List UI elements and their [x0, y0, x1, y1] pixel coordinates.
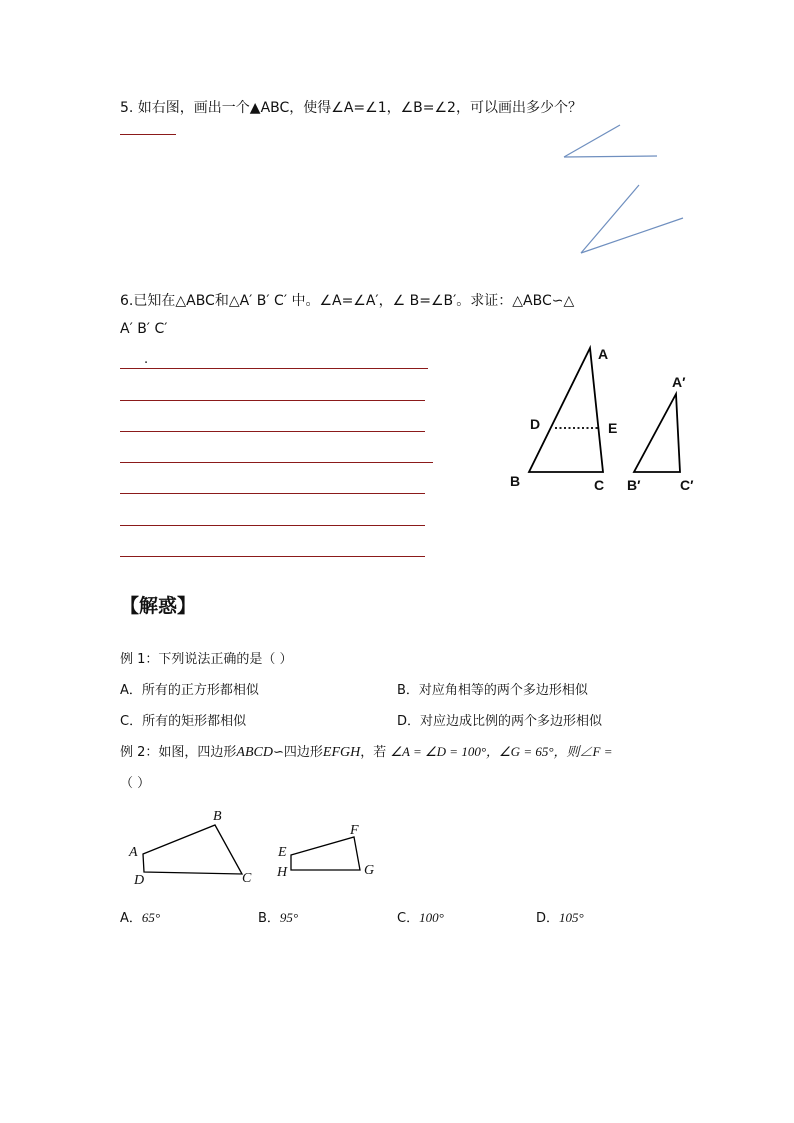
- label-C-prime: C′: [680, 477, 694, 493]
- q5-text: 5. 如右图，画出一个▲ABC，使得∠A=∠1，∠B=∠2，可以画出多少个？: [120, 100, 582, 116]
- ex2-stem-c: ，若: [360, 745, 387, 760]
- label-D: D: [530, 416, 541, 432]
- ex2-stem: [120, 741, 613, 761]
- label-quad-B: B: [213, 809, 222, 824]
- q6-text-line2: A′ B′ C′: [120, 321, 168, 337]
- option-value: 95°: [279, 910, 299, 925]
- option-value: 100°: [419, 910, 444, 925]
- option-letter: B．: [397, 683, 419, 698]
- label-A: A: [598, 346, 609, 362]
- triangle-a2b2c2: [634, 394, 680, 472]
- ex2-paren: （ ）: [120, 776, 151, 791]
- option-value: 105°: [559, 910, 584, 925]
- quad-abcd: ABCD: [236, 745, 273, 760]
- label-quad-E: E: [278, 845, 287, 860]
- ex2-stem-a: 例 2：如图，四边形: [120, 745, 237, 760]
- answer-line-7[interactable]: [120, 556, 425, 557]
- sim-symbol: ∽: [272, 745, 284, 760]
- triangle-abc: [529, 348, 603, 472]
- quad-efgh-shape: [291, 837, 360, 870]
- q5-answer-line[interactable]: [120, 134, 176, 135]
- label-quad-C: C: [242, 871, 252, 886]
- quad-efgh: EFGH: [322, 745, 361, 760]
- label-C: C: [594, 477, 605, 493]
- option-text: 对应边成比例的两个多边形相似: [420, 714, 603, 729]
- ex2-condition: ∠A = ∠D = 100°，∠G = 65°，则∠F =: [390, 744, 613, 759]
- option-letter: C．: [120, 714, 143, 729]
- q6-dot: .: [144, 352, 149, 367]
- option-letter: A．: [120, 683, 142, 698]
- option-letter: D．: [397, 714, 421, 729]
- ex1-stem: 例 1：下列说法正确的是（ ）: [120, 652, 293, 667]
- option-letter: D．: [536, 911, 560, 926]
- option-letter: A．: [120, 911, 142, 926]
- answer-line-4[interactable]: [120, 462, 433, 463]
- label-B-prime: B′: [627, 477, 641, 493]
- ex1-option-d[interactable]: [397, 710, 602, 729]
- quad-abcd-shape: [143, 825, 242, 874]
- ex2-option-d[interactable]: [536, 907, 584, 926]
- section-title: 【解惑】: [120, 595, 197, 617]
- label-A-prime: A′: [672, 374, 686, 390]
- ex2-option-c[interactable]: [397, 907, 444, 926]
- label-quad-G: G: [364, 863, 375, 878]
- option-value: 65°: [141, 910, 161, 925]
- option-text: 所有的矩形都相似: [142, 714, 247, 729]
- option-letter: C．: [397, 911, 420, 926]
- ex2-stem-b: 四边形: [283, 745, 323, 760]
- answer-line-2[interactable]: [120, 400, 425, 401]
- label-B: B: [510, 473, 521, 489]
- answer-line-6[interactable]: [120, 525, 425, 526]
- option-text: 所有的正方形都相似: [141, 683, 259, 698]
- angle-2: [581, 185, 683, 253]
- angle-1: [564, 125, 657, 157]
- answer-line-1[interactable]: [120, 368, 428, 369]
- angle-figures: [550, 120, 700, 260]
- ex1-option-a[interactable]: [120, 679, 259, 698]
- ex1-option-c[interactable]: [120, 710, 246, 729]
- q6-text-line1: 6.已知在△ABC和△A′ B′ C′ 中。∠A=∠A′，∠ B=∠B′。求证：△ABC∽△: [120, 293, 575, 309]
- option-letter: B．: [258, 911, 280, 926]
- label-quad-F: F: [350, 823, 359, 838]
- answer-line-3[interactable]: [120, 431, 425, 432]
- ex2-option-a[interactable]: [120, 907, 160, 926]
- option-text: 对应角相等的两个多边形相似: [418, 683, 588, 698]
- label-quad-A: A: [129, 845, 138, 860]
- ex1-option-b[interactable]: [397, 679, 588, 698]
- ex2-option-b[interactable]: [258, 907, 298, 926]
- label-E: E: [608, 420, 618, 436]
- answer-line-5[interactable]: [120, 493, 425, 494]
- label-quad-D: D: [134, 873, 145, 888]
- label-quad-H: H: [277, 865, 288, 880]
